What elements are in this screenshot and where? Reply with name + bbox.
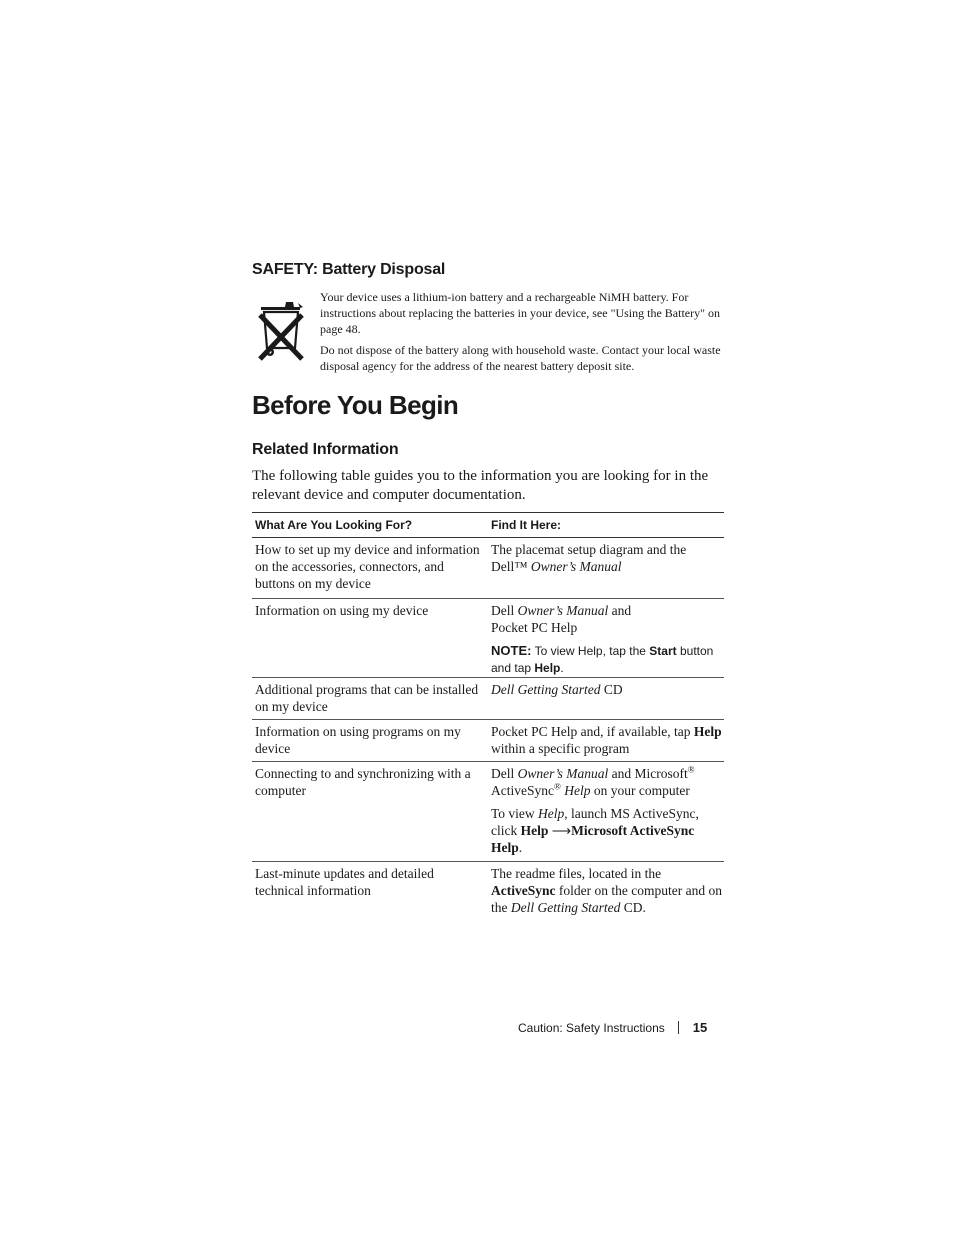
note: NOTE: To view Help, tap the Start button and tap Help. — [491, 643, 714, 675]
page-title: Before You Begin — [252, 390, 459, 420]
header-find-it-here: Find It Here: — [491, 518, 562, 532]
table-row — [252, 599, 724, 678]
safety-paragraph-disposal: Do not dispose of the battery along with household waste. Contact your local waste disposal agency for the address of the nearest battery deposit site. — [320, 343, 721, 373]
related-information-heading: Related Information — [252, 441, 399, 458]
row-topic: Last-minute updates and detailed technical information — [255, 866, 434, 898]
safety-heading: SAFETY: Battery Disposal — [252, 261, 446, 278]
table-row — [252, 862, 724, 920]
table-row — [252, 762, 724, 862]
row-topic: How to set up my device and information on the accessories, connectors, and buttons on my device — [255, 542, 480, 591]
page-number: 15 — [692, 1020, 708, 1035]
row-source: Dell Owner’s Manual and Microsoft® ActiveSync® Help on your computer To view Help, launch MS ActiveSync, click Help ⟶Microsoft ActiveSync Help. — [491, 764, 699, 855]
page-footer — [518, 1020, 707, 1035]
footer-separator — [678, 1021, 679, 1034]
table-row — [252, 678, 724, 720]
row-topic: Connecting to and synchronizing with a computer — [255, 766, 471, 798]
row-source: Dell Owner’s Manual and Pocket PC Help NOTE: To view Help, tap the Start button and tap Help. — [488, 599, 724, 677]
row-topic: Information on using programs on my device — [255, 724, 461, 756]
header-what-looking-for: What Are You Looking For? — [255, 518, 413, 532]
table-row — [252, 538, 724, 599]
row-source: The readme files, located in the ActiveSync folder on the computer and on the Dell Getting Started CD. — [491, 866, 722, 915]
crossed-out-wheelie-bin-icon — [256, 297, 308, 361]
intro-paragraph: The following table guides you to the information you are looking for in the relevant device and computer documentation. — [252, 468, 709, 503]
safety-paragraph-batteries: Your device uses a lithium-ion battery and a rechargeable NiMH battery. For instructions about replacing the batteries in your device, see "Using the Battery" on page 48. — [320, 290, 721, 336]
related-information-table — [252, 512, 724, 920]
table-header-row — [252, 513, 724, 538]
footer-section-title: Caution: Safety Instructions — [518, 1020, 665, 1035]
table-row — [252, 720, 724, 762]
row-source: The placemat setup diagram and the Dell™ Owner’s Manual — [491, 542, 687, 574]
row-topic: Information on using my device — [255, 603, 429, 618]
row-source: Dell Getting Started CD — [491, 682, 623, 697]
row-topic: Additional programs that can be installed on my device — [255, 682, 479, 714]
row-source: Pocket PC Help and, if available, tap Help within a specific program — [491, 724, 722, 756]
